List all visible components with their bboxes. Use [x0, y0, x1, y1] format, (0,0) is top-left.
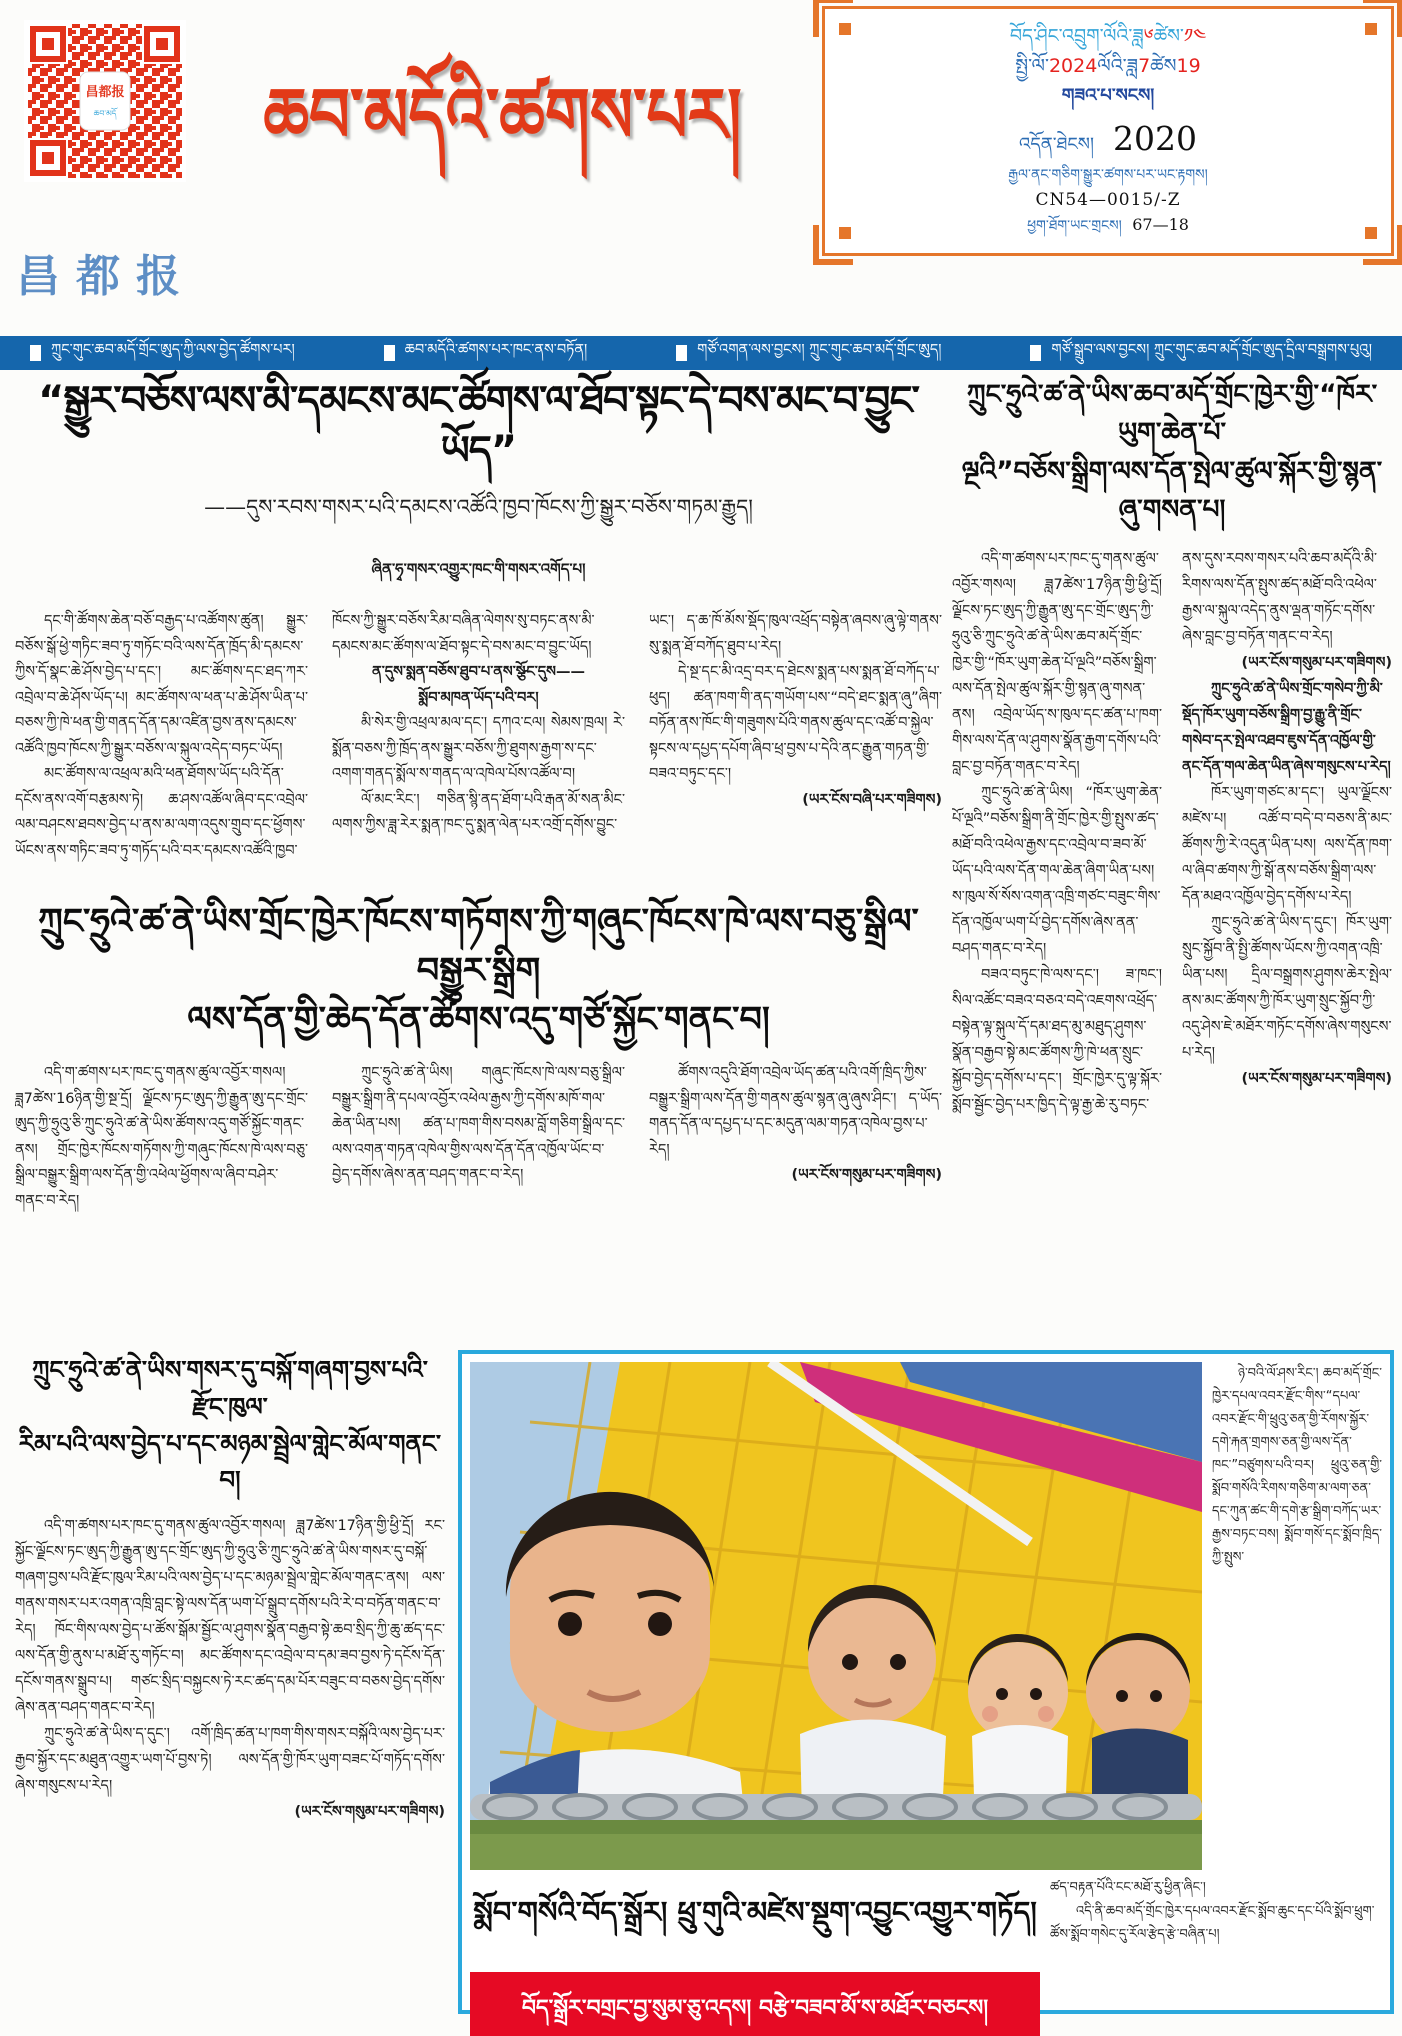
- issue-number: 2020: [1113, 119, 1198, 158]
- issue-number-row: [825, 121, 1391, 163]
- photo-caption-block: [470, 1876, 1040, 2036]
- caption-paragraph: ཉེ་བའི་ལོ་ཤས་རིང་། ཆབ་མདོ་གྲོང་ཁྱེར་དཔལ་འབར་རྫོང་གིས་“དཔལ་འབར་རྫོང་གི་ཕྲུའུ་ཅན་གྱི་རོགས་སྐྱོར་དགེ་རྐན་གྲགས་ཅན་གྱི་ལས་དོན་ཁང་”བཙུགས་པའི་བར། ཕྲུའུ་ཅན་གྱི་སྨོབ་གསོའི་རིགས་གཅིག་མ་ལག་ཅན་དང་ཀུན་ཚང་གི་དགེ་རྩ་སྒྲིག་བཀོད་ཡར་རྒྱས་བཏང་བས། སྨོབ་གསོ་དང་སྨོབ་ཁྲིད་ཀྱི་སྤུས་: [1212, 1366, 1382, 1565]
- article-paragraph: ཀྲུང་ཧྲུའེ་ཚ་ནེ་ཡིས་ད་དུང་། ཁོར་ཡུག་སྲུང་སྐྱོབ་ནི་སྤྱི་ཚོགས་ཡོངས་ཀྱི་འགན་འཁྲི་ཡིན་པས། དྲིལ་བསྒྲགས་ཤུགས་ཆེར་སྤེལ་ནས་མང་ཚོགས་ཀྱི་ཁོར་ཡུག་སྲུང་སྐྱོབ་ཀྱི་འདུ་ཤེས་ཇེ་མཐོར་གཏོང་དགོས་ཞེས་གསུངས་པ་རེད།: [1182, 914, 1392, 1061]
- caption-paragraph: ཚད་བརྟན་པོའི་ངང་མཐོ་རུ་ཕྱིན་ཞིང་།: [1050, 1880, 1206, 1895]
- article-reform-gains: [15, 376, 942, 971]
- article-paragraph: (ཡར་ངོས་གསུམ་པར་གཟིགས): [294, 1804, 445, 1820]
- photo-caption-column: [1212, 1362, 1382, 1870]
- article-paragraph: དེ་སྔ་དང་མི་འདྲ་བར་ད་ཐེངས་སྨན་པས་སྨན་ཐོ་བཀོད་པ་ཕུད། ཚན་ཁག་གི་ནད་གཡོག་པས་“བདེ་ཐང་སྨན་ཞུ”ཞིག་བཏོན་ནས་ཁོང་གི་གཟུགས་པོའི་གནས་ཚུལ་དང་འཚོ་བ་སྐྱེལ་སྟངས་ལ་དཔྱད་དཔོག་ཞིབ་ཕྲ་བྱས་པ་དེའི་ནང་རྒྱུན་གཏན་གྱི་བཟའ་བཏུང་དང་།: [649, 664, 942, 782]
- photo-caption-title: སྨོབ་གསོའི་བོད་སྒྲོར། ཕྲུ་གུའི་མཛེས་སྡུག་འབྱུང་འགྱུར་གཏོད།: [473, 1895, 1037, 1929]
- chinese-newspaper-title: 昌都报: [16, 251, 196, 302]
- square-bullet-icon: [30, 345, 41, 361]
- info-bar-item-label: ཆབ་མདོའི་ཚགས་པར་ཁང་ནས་བཏོན།: [404, 341, 588, 358]
- svg-text:ཆབ་མདོ: ཆབ་མདོ: [93, 109, 117, 118]
- ornament-corner-icon: [1363, 0, 1402, 37]
- article-subtitle: ——དུས་རབས་གསར་པའི་དམངས་འཚོའི་ཁྱབ་ཁོངས་ཀྱི་སྒྱུར་བཅོས་གཏམ་རྒྱུད།: [204, 495, 753, 519]
- article-paragraph: ཀྲུང་ཧྲུའེ་ཚ་ནེ་ཡིས། “ཁོར་ཡུག་ཆེན་པོ་ལྔའི”བཅོས་སྒྲིག་ནི་གྲོང་ཁྱེར་གྱི་སྤུས་ཚད་མཐོ་བའི་འཕེལ་རྒྱས་དང་འབྲེལ་བ་ཟབ་མོ་ཡོད་པའི་ལས་དོན་གལ་ཆེན་ཞིག་ཡིན་པས། ས་ཁུལ་སོ་སོས་འགན་འཁྲི་གཙང་བཟུང་གིས་དོན་འཁྱོལ་ཡག་པོ་བྱེད་དགོས་ཞེས་ནན་བཤད་གནང་བ་རེད།: [952, 784, 1162, 957]
- info-bar-item-label: ཀྲུང་གུང་ཆབ་མདོ་གྲོང་ཨུད་ཀྱི་ལས་བྱེད་ཚོགས་པར།: [51, 341, 295, 358]
- tibetan-calendar-date: བོད་ཤིང་འབྲུག་ལོའི་ཟླ༦ཚེས་༡༤: [1009, 25, 1207, 47]
- article-headline-line: རིམ་པའི་ལས་བྱེད་པ་དང་མཉམ་སྦྲེལ་གླེང་མོལ་གནང་བ།: [18, 1428, 442, 1495]
- info-bar-item-label: གཙོ་འགན་ལས་བྱངས། ཀྲུང་གུང་ཆབ་མདོ་གྲོང་ཨུད།: [697, 341, 942, 358]
- article-paragraph: དང་གི་ཚོགས་ཆེན་བཅོ་བརྒྱད་པ་འཚོགས་ཚུན། སྒྱུར་བཅོས་སྒོ་ཕྱེ་གཏིང་ཟབ་ཏུ་གཏོང་བའི་ལས་དོན་ཁྲོད་མི་དམངས་ཀྱིས་དོ་སྣང་ཆེ་ཤོས་བྱེད་པ་དང་། མང་ཚོགས་དང་ཐད་ཀར་འབྲེལ་བ་ཆེ་ཤོས་ཡོད་པ། མང་ཚོགས་ལ་ཕན་པ་ཆེ་ཤོས་ཡིན་པ་བཅས་ཀྱི་ཁེ་ཕན་གྱི་གནད་དོན་དམ་འཛིན་བྱས་ནས་དམངས་འཚོའི་ཁྱབ་ཁོངས་ཀྱི་སྒྱུར་བཅོས་ལ་སྐུལ་འདེད་བཏང་ཡོད།: [15, 613, 308, 757]
- photo-caption-continuation: [1040, 1876, 1382, 2036]
- issue-label: འདོན་ཐེངས།: [1018, 134, 1094, 155]
- qr-center-label: 昌都报: [85, 85, 125, 100]
- square-bullet-icon: [384, 345, 395, 361]
- masthead-tibetan-calligraphy: ཆབ་མདོའི་ཚགས་པར།: [263, 72, 742, 160]
- postal-label: ཕྱག་ཐོག་ཡང་གྲངས།: [1027, 218, 1122, 234]
- info-bar-item: [30, 333, 295, 374]
- square-bullet-icon: [676, 345, 687, 361]
- article-body: [15, 1061, 942, 1353]
- info-bar-item: [676, 333, 941, 374]
- article-paragraph: (ཡར་ངོས་གསུམ་པར་གཟིགས): [1241, 654, 1392, 671]
- info-bar-item: [384, 333, 588, 374]
- article-paragraph: ཚོགས་འདུའི་ཐོག་འབྲེལ་ཡོད་ཚན་པའི་འགོ་ཁྲིད་ཀྱིས་བསྒྱུར་སྒྲིག་ལས་དོན་གྱི་གནས་ཚུལ་སྙན་ཞུ་ཞུས་ཤིང་། ད་ཡོད་གནད་དོན་ལ་དཔྱད་པ་དང་མདུན་ལམ་གཏན་འཁེལ་བྱས་པ་རེད།: [649, 1065, 942, 1158]
- article-headline-line: ཀྲུང་ཧྲུའེ་ཚ་ནེ་ཡིས་གྲོང་ཁྱེར་ཁོངས་གཏོགས་ཀྱི་གཞུང་ཁོངས་ཁེ་ལས་བཅུ་སྒྲིལ་བསྒྱུར་སྒྲིག: [38, 902, 919, 991]
- publication-info-box: [822, 6, 1394, 256]
- square-bullet-icon: [1030, 345, 1041, 361]
- article-paragraph: ལོ་མང་རིང་། གཅིན་སྙི་ནད་ཐོག་པའི་རྒན་མོ་སན་མིང་ལགས་ཀྱིས་ཟླ་རེར་སྨན་ཁང་དུ་སྨན་ལེན་པར་འགྲོ་དགོས་བྱུང་ཡང་། ད་ཆ་ཁོ་མོས་སྡོད་ཁུལ་འཕྲོད་བསྟེན་ཞབས་ཞུ་ལྟེ་གནས་སུ་སྨན་ཐོ་བཀོད་ཐུབ་པ་རེད།: [332, 613, 942, 833]
- article-body: [15, 1513, 445, 2036]
- postal-number: 67—18: [1132, 215, 1189, 234]
- article-paragraph: བཟའ་བཏུང་ཁེ་ལས་དང་། ཟ་ཁང་། སིལ་འཚོང་བཟའ་བཅའ་བདེ་འཇགས་འཕྲོད་བསྟེན་ལྟ་སྐུལ་དོ་དམ་ཐད་མུ་མཐུད་ཤུགས་སྣོན་བརྒྱབ་སྟེ་མང་ཚོགས་ཀྱི་ཁེ་ཕན་སྲུང་སྐྱོབ་བྱེད་དགོས་པ་དང་། གྲོང་ཁྱེར་དུ་ལྟ་སྐོར་སྨོབ་སྦྱོང་བྱེད་པར་ཁྱིད་དེ་ལྟ་རྒྱ་ཆེ་རུ་བཏང་ནས་དུས་རབས་གསར་པའི་ཆབ་མདོའི་མི་རིགས་ལས་དོན་སྤུས་ཚད་མཐོ་བའི་འཕེལ་རྒྱས་ལ་སྐུལ་འདེད་ནུས་ལྡན་གཏོང་དགོས་ཞེས་བླང་བྱ་བཏོན་གནང་བ་རེད།: [952, 550, 1378, 1113]
- info-bar-item: [1030, 333, 1372, 374]
- article-environment-report: [952, 376, 1392, 1398]
- ornament-corner-icon: [813, 0, 853, 37]
- article-paragraph: (ཡར་ངོས་བཞི་པར་གཟིགས): [802, 791, 942, 808]
- article-paragraph: མང་ཚོགས་ལ་འཕྲལ་མའི་ཕན་ཐོགས་ཡོད་པའི་དོན་དངོས་ནས་འགོ་བརྩམས་ཏེ། ཆ་ཤས་འཚོལ་ཞིབ་དང་འབྲེལ་ལམ་བཤངས་ཐབས་བྱེད་པ་ནས་མ་ལག་འདུས་གྲུབ་དང་ཕྱོགས་ཡོངས་ནས་གཏིང་ཟབ་ཏུ་གཏོད་པའི་བར་དམངས་འཚོའི་ཁྱབ་ཁོངས་ཀྱི་སྒྱུར་བཅོས་རིམ་བཞིན་ལེགས་སུ་བཏང་ནས་མི་དམངས་མང་ཚོགས་ལ་ཐོབ་སྟང་དེ་བས་མང་བ་བྱུང་ཡོད།: [15, 613, 595, 859]
- article-paragraph: འདི་ག་ཚགས་པར་ཁང་དུ་གནས་ཚུལ་འབྱོར་གསལ། ཟླ7ཚེས་17ཉིན་གྱི་ཕྱི་དྲོ། རང་སྐྱོང་ལྗོངས་ཏང་ཨུད་ཀྱི་རྒྱུན་ཨུ་དང་གྲོང་ཨུད་ཀྱི་ཧྲུའུ་ཅི་ཀྲུང་ཧྲུའེ་ཚ་ནེ་ཡིས་གསར་དུ་བསྐོ་གཞག་བྱས་པའི་རྫོང་ཁུལ་རིམ་པའི་ལས་བྱེད་པ་དང་མཉམ་སྦྲེལ་གླེང་མོལ་གནང་ནས། ལས་གནས་གསར་པར་འགན་འཁྲི་བླང་སྟེ་ལས་དོན་ཡག་པོ་སྒྲུབ་དགོས་པའི་རེ་བ་བཏོན་གནང་བ་རེད། ཁོང་གིས་ལས་བྱེད་པ་ཚོས་སྒོམ་སྦྱོང་ལ་ཤུགས་སྣོན་བརྒྱབ་སྟེ་ཆབ་སྲིད་ཀྱི་ཆུ་ཚད་དང་ལས་དོན་གྱི་ནུས་པ་མཐོ་རུ་གཏོང་བ། མང་ཚོགས་དང་འབྲེལ་བ་དམ་ཟབ་བྱས་ཏེ་དངོས་དོན་དངོས་གནས་སྒྲུབ་པ། གཙང་སྲིད་བསྐྱངས་ཏེ་རང་ཚད་དམ་པོར་བཟུང་བ་བཅས་བྱེད་དགོས་ཞེས་ནན་བཤད་གནང་བ་རེད།: [15, 1518, 445, 1716]
- photo-story-box: [458, 1350, 1394, 2021]
- article-headline-line: ལྔའི”བཅོས་སྒྲིག་ལས་དོན་སྤེལ་ཚུལ་སྐོར་གྱི་སྙན་ཞུ་གསན་པ།: [961, 455, 1383, 526]
- article-paragraph: ན་དུས་སྨན་བཅོས་ཐུབ་པ་ནས་སྩོང་དུས——: [372, 664, 585, 680]
- registration-line: རྒྱལ་ནང་གཅིག་སྒྱུར་ཚགས་པར་ཡང་རྟགས།: [1008, 167, 1208, 183]
- article-headline-line: ཀྲུང་ཧྲུའེ་ཚ་ནེ་ཡིས་གསར་དུ་བསྐོ་གཞག་བྱས་པའི་རྫོང་ཁུལ་: [32, 1355, 428, 1421]
- article-paragraph: ཁོར་ཡུག་གཙང་མ་དང་། ཡུལ་ལྗོངས་མཛེས་པ། འཚོ་བ་བདེ་བ་བཅས་ནི་མང་ཚོགས་ཀྱི་རེ་འདུན་ཡིན་པས། ལས་དོན་ཁག་ལ་ཞིབ་ཚགས་ཀྱི་སྒོ་ནས་བཅོས་སྒྲིག་ལས་དོན་མཐའ་འཁྱོལ་བྱེད་དགོས་པ་རེད།: [1182, 784, 1392, 905]
- article-paragraph: (ཡར་ངོས་གསུམ་པར་གཟིགས): [1241, 1070, 1392, 1087]
- article-paragraph: (ཡར་ངོས་གསུམ་པར་གཟིགས): [791, 1167, 942, 1183]
- article-byline: ཞིན་ཧྭ་གསར་འགྱུར་ཁང་གི་གསར་འགོད་པ།: [371, 560, 586, 578]
- ornament-corner-icon: [1363, 225, 1402, 265]
- children-photo: [470, 1362, 1202, 1870]
- article-headline-line: ཀྲུང་ཧྲུའེ་ཚ་ནེ་ཡིས་ཆབ་མདོ་གྲོང་ཁྱེར་གྱི་“ཁོར་ཡུག་ཆེན་པོ་: [966, 379, 1378, 449]
- article-cadre-meeting: [15, 1352, 445, 2036]
- article-headline-line: ལས་དོན་གྱི་ཆེད་དོན་ཚོགས་འདུ་གཙོ་སྐྱོང་གནང་བ།: [187, 1000, 770, 1040]
- article-paragraph: མི་སེར་གྱི་འཕྲལ་མལ་དང་། དཀའ་ངལ། སེམས་ཁྲལ། རེ་སྨོན་བཅས་ཀྱི་ཁྲོད་ནས་སྒྱུར་བཅོས་ཀྱི་ཐུགས་རྒྱག་ས་དང་འགག་གནད་སྨོལ་ས་གནད་ལ་འཁེལ་པོས་འཚོལ་བ།: [332, 715, 625, 782]
- article-paragraph: སྨོབ་མཁན་ཡོད་པའི་བར།: [418, 689, 539, 706]
- masthead-info-bar: [0, 336, 1402, 370]
- postal-code-row: [825, 213, 1391, 238]
- weekday-label: གཟའ་པ་སངས།: [1061, 85, 1155, 106]
- article-paragraph: ཀྲུང་ཧྲུའེ་ཚ་ནེ་ཡིས་ད་དུང་། འགོ་ཁྲིད་ཚན་པ་ཁག་གིས་གསར་བསྐོའི་ལས་བྱེད་པར་རྒྱབ་སྐྱོར་དང་མཐུན་འགྱུར་ཡག་པོ་བྱས་ཏེ། ལས་དོན་གྱི་ཁོར་ཡུག་བཟང་པོ་གཏོད་དགོས་ཞེས་གསུངས་པ་རེད།: [15, 1726, 445, 1794]
- article-paragraph: ཀྲུང་ཧྲུའེ་ཚ་ནེ་ཡིས་གྲོང་གསེབ་ཀྱི་མི་སྡོད་ཁོར་ཡུག་བཅོས་སྒྲིག་བྱ་རྒྱུ་ནི་གྲོང་གསེབ་དར་སྤེལ་འཐབ་ཇུས་དོན་འཁྱོལ་གྱི་ནང་དོན་གལ་ཆེན་ཡིན་ཞེས་གསུངས་པ་རེད།: [1182, 680, 1391, 775]
- anniversary-banner: བོད་སྒྲོར་བགྲང་བྱ་སུམ་ཅུ་འདས། བརྩེ་བཟབ་མོ་ས་མཐོར་བཅངས།: [470, 1972, 1040, 2036]
- cn-serial-number: CN54—0015/-Z: [1035, 190, 1181, 210]
- qr-code-graphic: [24, 20, 186, 182]
- caption-paragraph: འདི་ནི་ཆབ་མདོ་གྲོང་ཁྱེར་དཔལ་འབར་རྫོང་སྨོབ་ཆུང་དང་པོའི་སྨོབ་ཕྲུག་ཚོས་སྨོབ་གསེང་དུ་རོལ་རྩེད་རྩེ་བཞིན་པ།: [1050, 1903, 1375, 1942]
- article-body: [952, 546, 1392, 1398]
- article-paragraph: འདི་ག་ཚགས་པར་ཁང་དུ་གནས་ཚུལ་འབྱོར་གསལ། ཟླ7ཚེས་17ཉིན་གྱི་ཕྱི་དྲོ། ལྗོངས་ཏང་ཨུད་ཀྱི་རྒྱུན་ཨུ་དང་གྲོང་ཨུད་ཀྱི་ཧྲུའུ་ཅི་ཀྲུང་ཧྲུའེ་ཚ་ནེ་ཡིས་ཆབ་མདོ་གྲོང་ཁྱེར་གྱི་“ཁོར་ཡུག་ཆེན་པོ་ལྔའི”བཅོས་སྒྲིག་ལས་དོན་སྤེལ་ཚུལ་སྐོར་གྱི་སྙན་ཞུ་གསན་ནས། འབྲེལ་ཡོད་ས་ཁུལ་དང་ཚན་པ་ཁག་གིས་ལས་དོན་ལ་ཤུགས་སྣོན་རྒྱག་དགོས་པའི་བླང་བྱ་བཏོན་གནང་བ་རེད།: [952, 550, 1162, 775]
- ornament-corner-icon: [813, 225, 853, 265]
- western-calendar-date: སྤྱི་ལོ་2024ལོའི་ཟླ7ཚེས19: [1015, 55, 1201, 77]
- article-paragraph: འདི་ག་ཚགས་པར་ཁང་དུ་གནས་ཚུལ་འབྱོར་གསལ། ཟླ7ཚེས་16ཉིན་གྱི་སྔ་དྲོ། ལྗོངས་ཏང་ཨུད་ཀྱི་རྒྱུན་ཨུ་དང་གྲོང་ཨུད་ཀྱི་ཧྲུའུ་ཅི་ཀྲུང་ཧྲུའེ་ཚ་ནེ་ཡིས་ཚོགས་འདུ་གཙོ་སྐྱོང་གནང་ནས། གྲོང་ཁྱེར་ཁོངས་གཏོགས་ཀྱི་གཞུང་ཁོངས་ཁེ་ལས་བཅུ་སྒྲིལ་བསྒྱུར་སྒྲིག་ལས་དོན་གྱི་འཕེལ་ཕྱོགས་ལ་ཞིབ་བཤེར་གནང་བ་རེད།: [15, 1065, 308, 1209]
- qr-code: [24, 20, 186, 182]
- article-paragraph: ཀྲུང་ཧྲུའེ་ཚ་ནེ་ཡིས། གཞུང་ཁོངས་ཁེ་ལས་བཅུ་སྒྲིལ་བསྒྱུར་སྒྲིག་ནི་དཔལ་འབྱོར་འཕེལ་རྒྱས་ཀྱི་དགོས་མཁོ་གལ་ཆེན་ཡིན་པས། ཚན་པ་ཁག་གིས་བསམ་བློ་གཅིག་སྒྲིལ་དང་ལས་འགན་གཏན་འཁེལ་གྱིས་ལས་དོན་དོན་འཁྱོལ་ཡོང་བ་བྱེད་དགོས་ཞེས་ནན་བཤད་གནང་བ་རེད།: [332, 1065, 625, 1183]
- article-headline: “སྒྱུར་བཅོས་ལས་མི་དམངས་མང་ཚོགས་ལ་ཐོབ་སྟང་དེ་བས་མང་བ་བྱུང་ཡོད”: [38, 378, 919, 474]
- article-enterprise-restructuring: [15, 898, 942, 1353]
- info-bar-item-label: གཙོ་སྒྲུབ་ལས་བྱངས། ཀྲུང་གུང་ཆབ་མདོ་གྲོང་ཨུད་དྲིལ་བསྒྲགས་པུའུ།: [1051, 341, 1372, 358]
